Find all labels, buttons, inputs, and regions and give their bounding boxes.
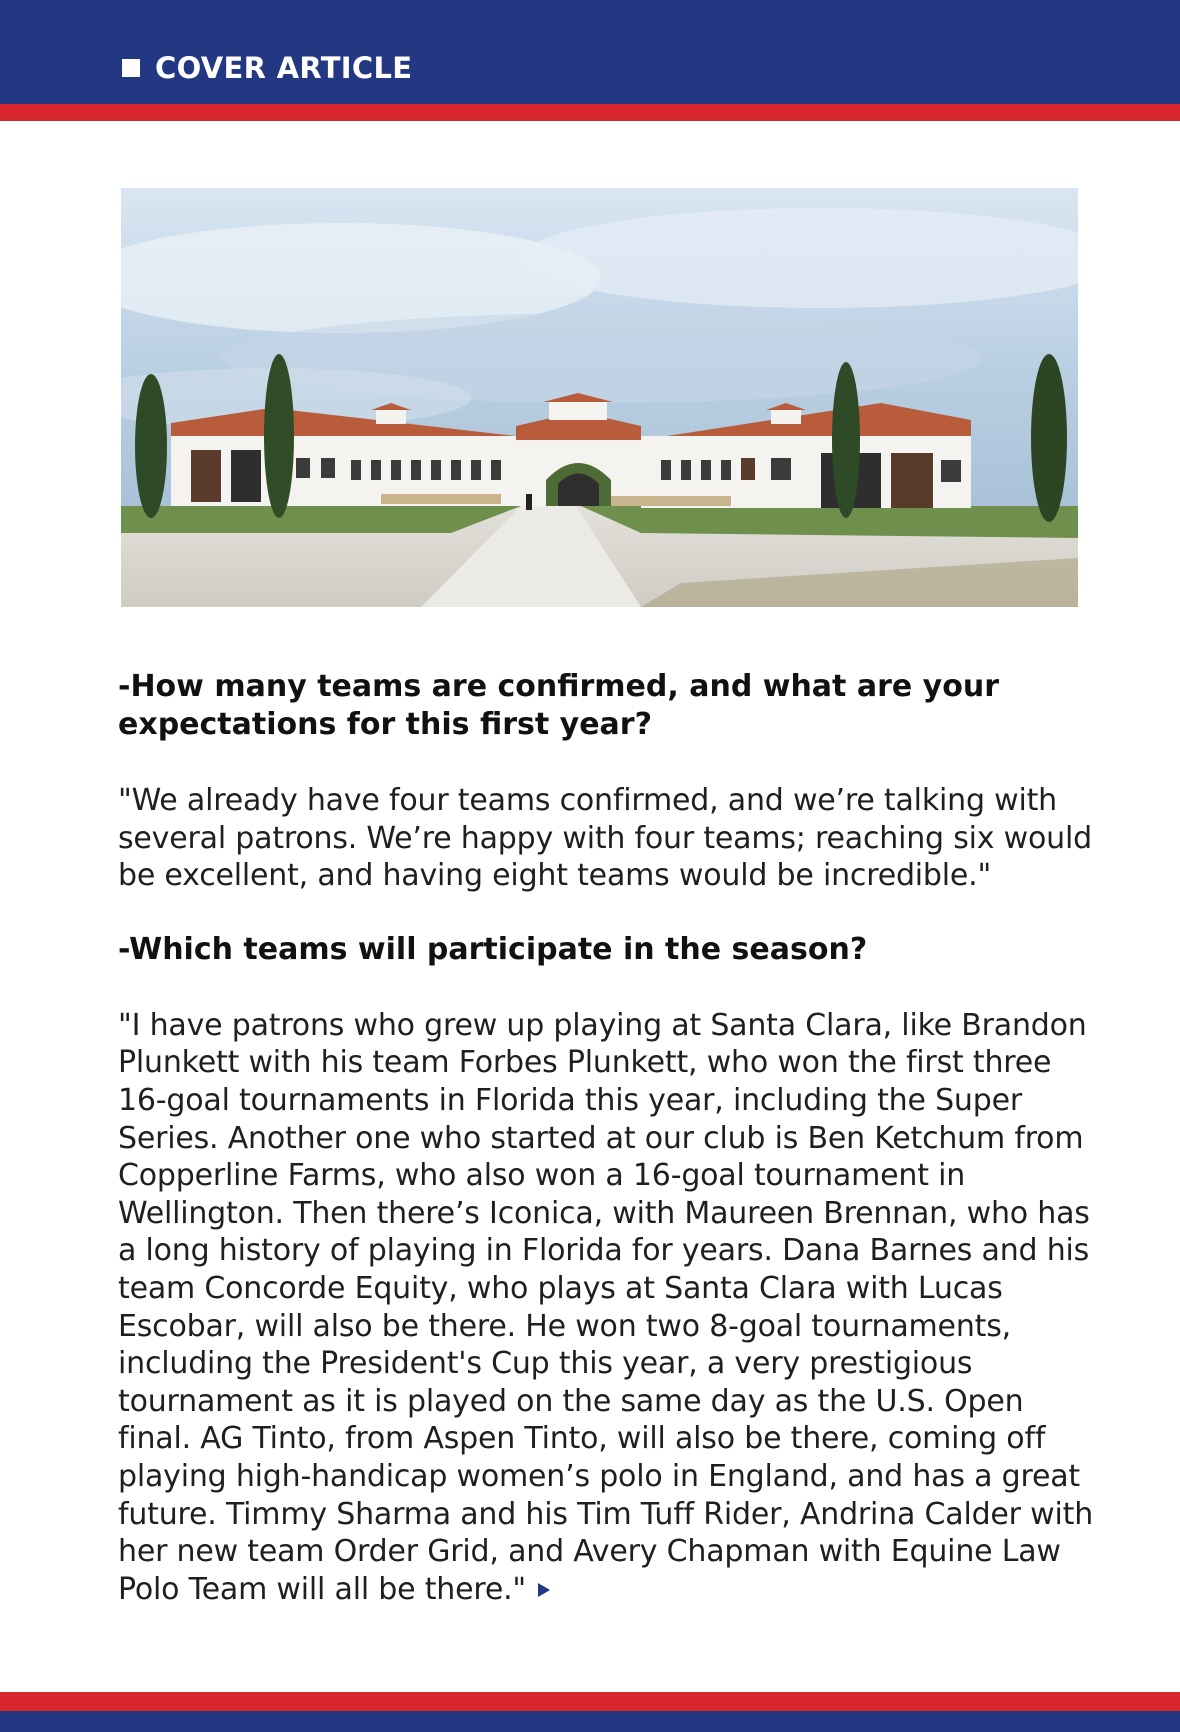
question-2: -Which teams will participate in the season? <box>118 931 868 967</box>
answer-2: "I have patrons who grew up playing at Santa Clara, like Brandon Plunkett with his team Forbes Plunkett, who won the first three 16-goal tournaments in Florida this year, including the Super Series. Another one who started at our club is Ben Ketchum from Copperline Farms, who also won a 16-goal tournament in Wellington. Then there’s Iconica, with Maureen Brennan, who has a long history of playing in Florida for years. Dana Barnes and his team Concorde Equity, who plays at Santa Clara with Lucas Escobar, will also be there. He won two 8-goal tournaments, including the President's Cup this year, a very prestigious tournament as it is played on the same day as the U.S. Open final. AG Tinto, from Aspen Tinto, will also be there, coming off playing high-handicap women’s polo in England, and has a great future. Timmy Sharma and his Tim Tuff Rider, Andrina Calder with her new team Order Grid, and Avery Chapman with Equine Law Polo Team will all be there." <box>118 1007 1094 1607</box>
question-1: -How many teams are confirmed, and what are your expectations for this first year? <box>118 669 999 742</box>
cover-photo <box>121 188 1078 607</box>
footer-bar <box>0 1711 1180 1732</box>
section-label <box>122 48 412 88</box>
header-red-stripe <box>0 104 1180 121</box>
answer-1: "We already have four teams confirmed, and we’re talking with several patrons. We’re happy with four teams; reaching six would be excellent, and having eight teams would be incredible." <box>118 783 1092 894</box>
continue-arrow-icon <box>538 1583 550 1597</box>
header-bar <box>0 0 1180 104</box>
article-body <box>118 668 1098 1608</box>
footer-red-stripe <box>0 1692 1180 1711</box>
square-bullet-icon <box>122 59 140 77</box>
section-label-text: COVER ARTICLE <box>155 51 413 85</box>
answer-2-wrapper <box>118 1007 1098 1609</box>
